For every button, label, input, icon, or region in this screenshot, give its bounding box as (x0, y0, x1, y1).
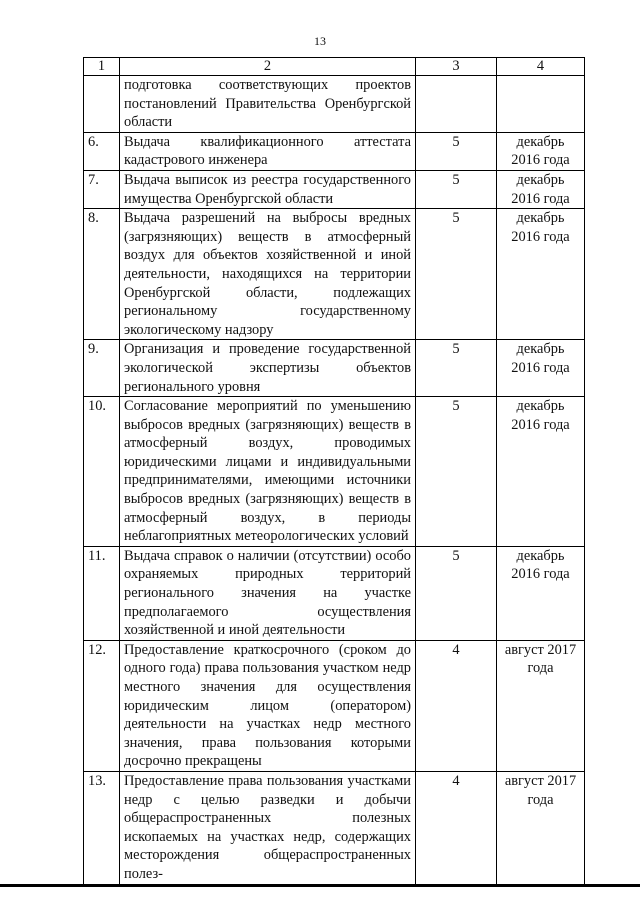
row-term: декабрь 2016 года (497, 132, 585, 170)
header-col-1: 1 (84, 58, 120, 76)
row-count: 4 (416, 640, 497, 771)
table-row (84, 76, 585, 133)
row-number: 13. (84, 771, 120, 884)
row-count: 4 (416, 771, 497, 884)
row-count: 5 (416, 397, 497, 547)
table-row (84, 132, 585, 170)
row-count: 5 (416, 132, 497, 170)
table-row (84, 546, 585, 640)
table-row (84, 397, 585, 547)
row-description: Выдача выписок из реестра государственного имущества Оренбургской области (120, 170, 416, 208)
header-col-2: 2 (120, 58, 416, 76)
row-count: 5 (416, 546, 497, 640)
row-term: декабрь 2016 года (497, 340, 585, 397)
row-number (84, 76, 120, 133)
row-number: 8. (84, 209, 120, 340)
page-number: 13 (314, 34, 326, 48)
row-number: 11. (84, 546, 120, 640)
table-row (84, 340, 585, 397)
row-count: 5 (416, 170, 497, 208)
row-number: 9. (84, 340, 120, 397)
row-term: август 2017 года (497, 640, 585, 771)
row-number: 12. (84, 640, 120, 771)
row-description: Выдача разрешений на выбросы вредных (загрязняющих) веществ в атмосферный воздух для объектов хозяйственной и иной деятельности, находящихся на территории Оренбургской области, подлежащих региональному государственному экологическому надзору (120, 209, 416, 340)
row-description: Организация и проведение государственной экологической экспертизы объектов регионального уровня (120, 340, 416, 397)
header-col-3: 3 (416, 58, 497, 76)
row-term: декабрь 2016 года (497, 546, 585, 640)
row-term: декабрь 2016 года (497, 170, 585, 208)
row-count (416, 76, 497, 133)
row-description: Предоставление права пользования участками недр с целью разведки и добычи общераспространенных полезных ископаемых на участках недр, содержащих месторождения общераспространенных полез- (120, 771, 416, 884)
row-description: Выдача справок о наличии (отсутствии) особо охраняемых природных территорий регионального значения на участке предполагаемого осуществления хозяйственной и иной деятельности (120, 546, 416, 640)
row-term: декабрь 2016 года (497, 209, 585, 340)
row-term: декабрь 2016 года (497, 397, 585, 547)
row-number: 6. (84, 132, 120, 170)
row-description: Выдача квалификационного аттестата кадастрового инженера (120, 132, 416, 170)
row-description: подготовка соответствующих проектов постановлений Правительства Оренбургской области (120, 76, 416, 133)
table-row (84, 170, 585, 208)
table-row (84, 209, 585, 340)
row-count: 5 (416, 340, 497, 397)
services-table (83, 57, 585, 885)
table-header-row (84, 58, 585, 76)
header-col-4: 4 (497, 58, 585, 76)
row-number: 7. (84, 170, 120, 208)
row-count: 5 (416, 209, 497, 340)
row-number: 10. (84, 397, 120, 547)
bottom-rule (0, 884, 640, 887)
row-description: Согласование мероприятий по уменьшению выбросов вредных (загрязняющих) веществ в атмосферный воздух, проводимых юридическими лицами и индивидуальными предпринимателями, имеющими источники выбросов вредных (загрязняющих) веществ в атмосферный воздух, в периоды неблагоприятных метеорологических условий (120, 397, 416, 547)
table-row (84, 771, 585, 884)
row-term: август 2017 года (497, 771, 585, 884)
table-row (84, 640, 585, 771)
row-term (497, 76, 585, 133)
row-description: Предоставление краткосрочного (сроком до одного года) права пользования участком недр местного значения для осуществления юридическим лицом (оператором) деятельности на участках недр местного значения, права пользования которыми досрочно прекращены (120, 640, 416, 771)
